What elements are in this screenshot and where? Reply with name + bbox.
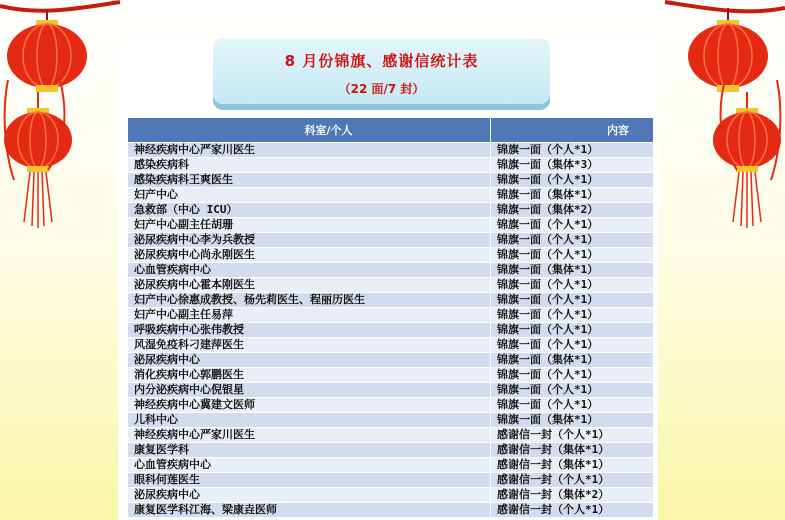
table-row: [128, 338, 654, 353]
dept-cell: 妇产中心副主任胡珊: [128, 218, 491, 233]
table-row: [128, 323, 654, 338]
content-cell: 锦旗一面（个人*1）: [491, 278, 654, 293]
dept-cell: 妇产中心徐惠成教授、杨先莉医生、程丽历医生: [128, 293, 491, 308]
dept-cell: 儿科中心: [128, 413, 491, 428]
content-cell: 锦旗一面（集体*2）: [491, 203, 654, 218]
dept-cell: 康复医学科江海、梁康垚医师: [128, 503, 491, 518]
dept-cell: 妇产中心副主任易萍: [128, 308, 491, 323]
dept-cell: 神经疾病中心严家川医生: [128, 143, 491, 158]
content-cell: 锦旗一面（个人*1）: [491, 323, 654, 338]
table-row: [128, 308, 654, 323]
content-cell: 锦旗一面（个人*1）: [491, 398, 654, 413]
page-subtitle: （22 面/7 封）: [338, 82, 425, 96]
table-row: [128, 188, 654, 203]
content-cell: 感谢信一封（个人*1）: [491, 473, 654, 488]
content-cell: 感谢信一封（集体*2）: [491, 488, 654, 503]
table-row: [128, 353, 654, 368]
content-cell: 锦旗一面（个人*1）: [491, 143, 654, 158]
column-header-content: 内容: [491, 118, 654, 143]
table-row: [128, 218, 654, 233]
table-row: [128, 173, 654, 188]
content-cell: 锦旗一面（个人*1）: [491, 218, 654, 233]
dept-cell: 心血管疾病中心: [128, 263, 491, 278]
content-cell: 锦旗一面（个人*1）: [491, 308, 654, 323]
dept-cell: 急救部（中心 ICU）: [128, 203, 491, 218]
table-row: [128, 383, 654, 398]
content-cell: 锦旗一面（集体*1）: [491, 353, 654, 368]
dept-cell: 感染疾病科王爽医生: [128, 173, 491, 188]
column-header-dept: 科室/个人: [128, 118, 491, 143]
table-row: [128, 473, 654, 488]
dept-cell: 心血管疾病中心: [128, 458, 491, 473]
table-row: [128, 233, 654, 248]
table-row: [128, 368, 654, 383]
statistics-table: [127, 117, 654, 518]
table-row: [128, 263, 654, 278]
table-row: [128, 428, 654, 443]
table-row: [128, 443, 654, 458]
content-cell: 锦旗一面（个人*1）: [491, 233, 654, 248]
title-banner: [213, 38, 550, 104]
table-row: [128, 398, 654, 413]
content-cell: 锦旗一面（个人*1）: [491, 383, 654, 398]
content-cell: 感谢信一封（个人*1）: [491, 428, 654, 443]
table-row: [128, 488, 654, 503]
content-cell: 锦旗一面（个人*1）: [491, 173, 654, 188]
content-cell: 锦旗一面（个人*1）: [491, 368, 654, 383]
table-row: [128, 248, 654, 263]
lantern-icon: [7, 20, 87, 92]
lantern-icon: [688, 20, 768, 92]
dept-cell: 泌尿疾病中心尚永刚医生: [128, 248, 491, 263]
dept-cell: 泌尿疾病中心李为兵教授: [128, 233, 491, 248]
content-cell: 锦旗一面（集体*1）: [491, 188, 654, 203]
dept-cell: 神经疾病中心冀建文医师: [128, 398, 491, 413]
content-cell: 锦旗一面（集体*1）: [491, 413, 654, 428]
dept-cell: 泌尿疾病中心: [128, 488, 491, 503]
table-row: [128, 278, 654, 293]
dept-cell: 感染疾病科: [128, 158, 491, 173]
table-row: [128, 203, 654, 218]
content-cell: 锦旗一面（集体*3）: [491, 158, 654, 173]
table-row: [128, 143, 654, 158]
table-row: [128, 413, 654, 428]
table-row: [128, 503, 654, 518]
dept-cell: 神经疾病中心严家川医生: [128, 428, 491, 443]
dept-cell: 妇产中心: [128, 188, 491, 203]
content-cell: 锦旗一面（个人*1）: [491, 293, 654, 308]
dept-cell: 泌尿疾病中心: [128, 353, 491, 368]
content-cell: 锦旗一面（个人*1）: [491, 338, 654, 353]
dept-cell: 风湿免疫科刁建萍医生: [128, 338, 491, 353]
page-title: 8 月份锦旗、感谢信统计表: [284, 52, 479, 70]
content-cell: 感谢信一封（集体*1）: [491, 443, 654, 458]
dept-cell: 康复医学科: [128, 443, 491, 458]
table-row: [128, 293, 654, 308]
dept-cell: 内分泌疾病中心倪银星: [128, 383, 491, 398]
content-cell: 感谢信一封（个人*1）: [491, 503, 654, 518]
table-body: [128, 143, 654, 518]
dept-cell: 消化疾病中心郭鹏医生: [128, 368, 491, 383]
dept-cell: 呼吸疾病中心张伟教授: [128, 323, 491, 338]
content-cell: 锦旗一面（集体*1）: [491, 263, 654, 278]
table-header-row: [128, 118, 654, 143]
dept-cell: 眼科何莲医生: [128, 473, 491, 488]
dept-cell: 泌尿疾病中心霍本刚医生: [128, 278, 491, 293]
content-cell: 感谢信一封（集体*1）: [491, 458, 654, 473]
content-cell: 锦旗一面（个人*1）: [491, 248, 654, 263]
table-row: [128, 458, 654, 473]
table-row: [128, 158, 654, 173]
